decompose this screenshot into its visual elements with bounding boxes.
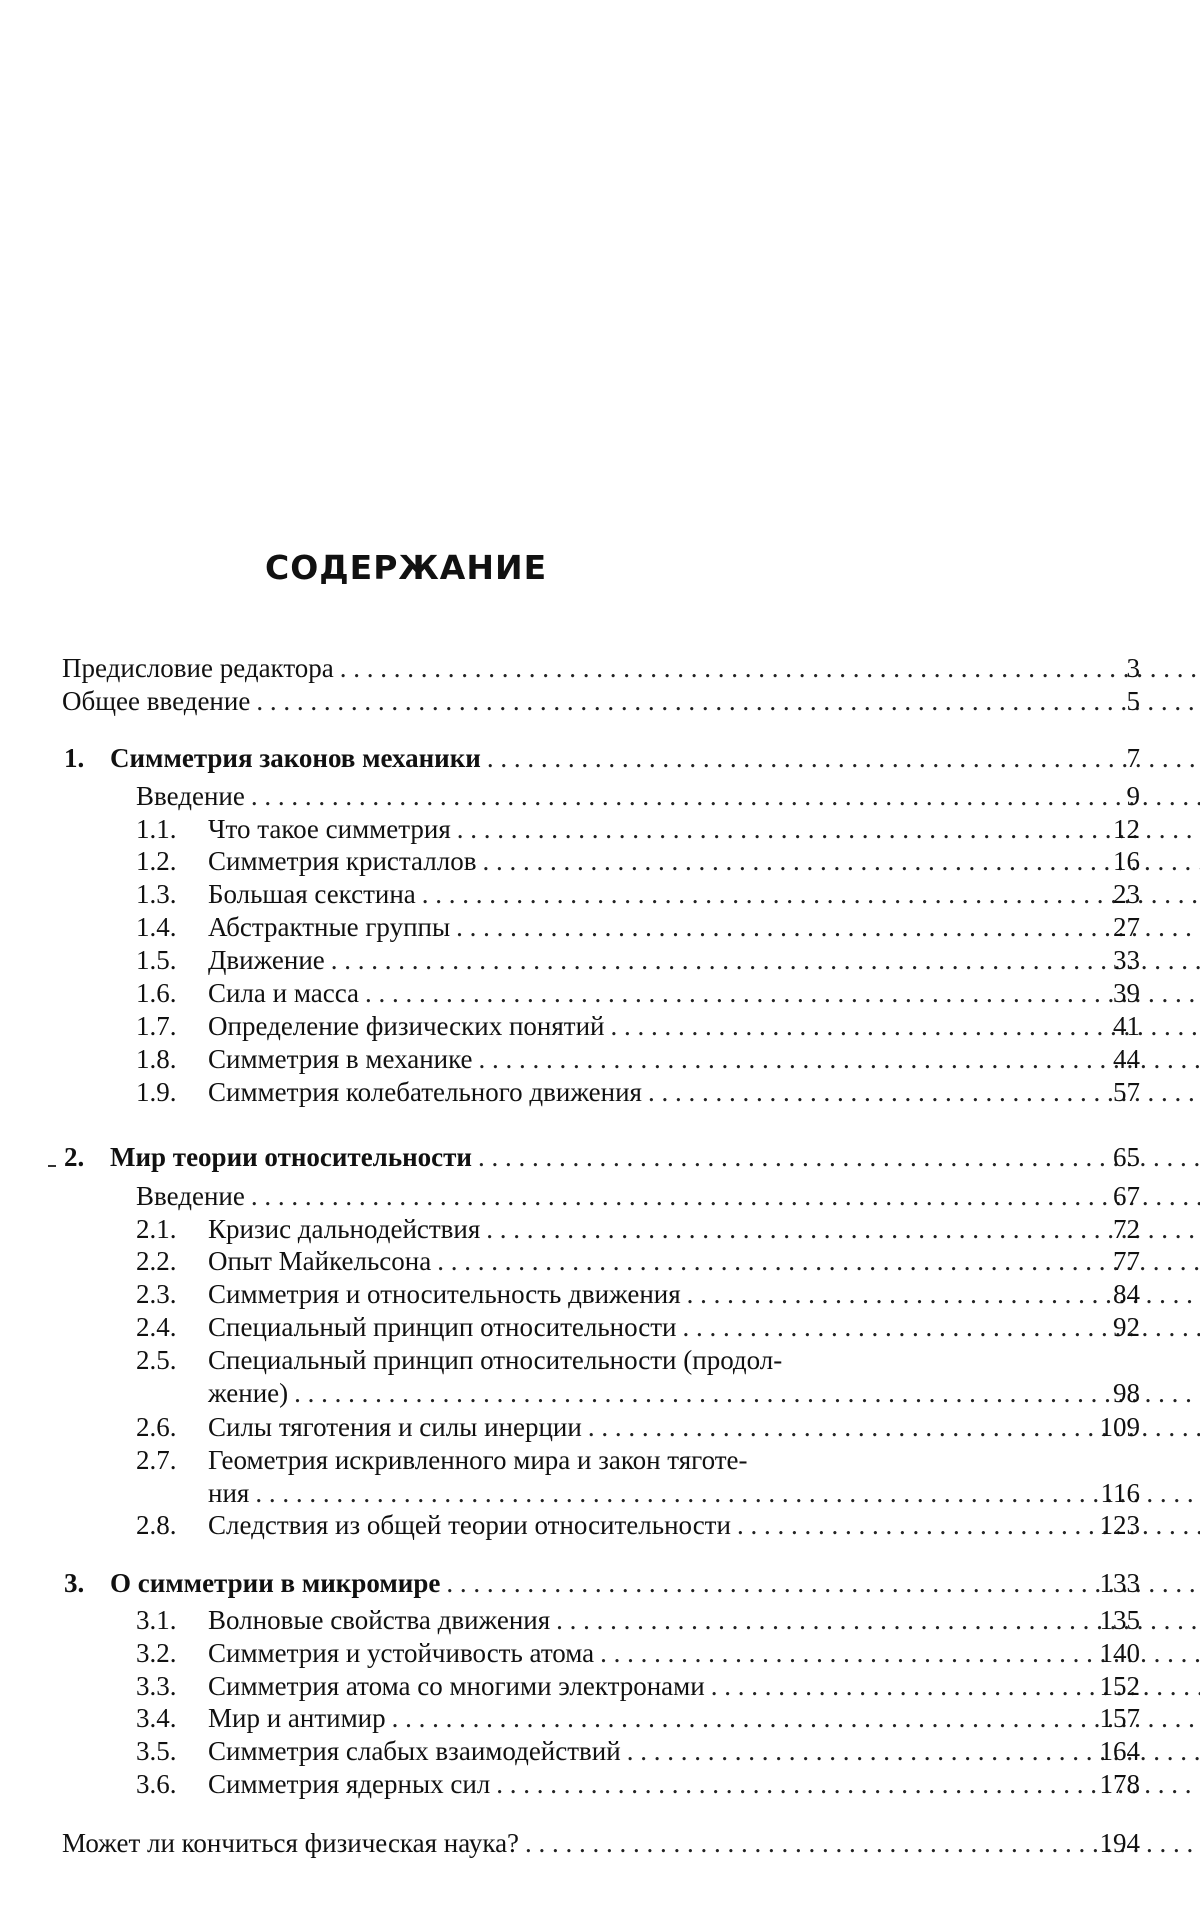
toc-entry-title-continued: жение) (208, 1378, 289, 1408)
toc-entry (136, 1702, 1140, 1734)
toc-entry-page: 98 (1113, 1378, 1140, 1408)
toc-entry-title: Симметрия кристаллов (208, 846, 477, 876)
toc-entry-page: 84 (1113, 1279, 1140, 1309)
toc-entry-page: 7 (1126, 743, 1140, 773)
toc-entry-title: Что такое симметрия (208, 814, 451, 844)
toc-entry-number: 2. (64, 1142, 85, 1172)
toc-entry (64, 742, 1140, 774)
toc-entry-page: 27 (1113, 912, 1140, 942)
toc-entry-title: Абстрактные группы (208, 912, 451, 942)
toc-entry (136, 911, 1140, 943)
toc-entry-number: 1.6. (136, 978, 177, 1008)
toc-entry (136, 1344, 1140, 1376)
toc-entry-title: Может ли кончиться физическая наука? (62, 1828, 520, 1858)
dot-leader (331, 944, 1200, 976)
toc-entry (136, 1043, 1140, 1075)
toc-entry (64, 1567, 1140, 1599)
toc-entry-title: Специальный принцип относительности (208, 1312, 677, 1342)
toc-entry-page: 65 (1113, 1142, 1140, 1172)
toc-entry (136, 1245, 1140, 1277)
toc-entry-title: Следствия из общей теории относительности (208, 1510, 731, 1540)
toc-entry-number: 3.4. (136, 1703, 177, 1733)
toc-entry-page: 39 (1113, 978, 1140, 1008)
toc-entry-title: Симметрия и относительность движения (208, 1279, 681, 1309)
toc-entry (62, 1827, 1140, 1859)
toc-entry-number: 1.4. (136, 912, 177, 942)
toc-entry-number: 2.1. (136, 1214, 177, 1244)
toc-entry-title: Симметрия в механике (208, 1044, 473, 1074)
print-mark (48, 1165, 56, 1167)
toc-entry-title-continued: ния (208, 1478, 250, 1508)
toc-entry-number: 3.2. (136, 1638, 177, 1668)
toc-entry-page: 157 (1099, 1703, 1140, 1733)
toc-entry-continuation (208, 1477, 1140, 1509)
toc-entry (136, 1444, 1140, 1476)
toc-entry-number: 1.2. (136, 846, 177, 876)
toc-entry (136, 1670, 1140, 1702)
toc-entry-title: Кризис дальнодействия (208, 1214, 481, 1244)
toc-entry-page: 57 (1113, 1077, 1140, 1107)
dot-leader (255, 1477, 1200, 1509)
toc-entry (64, 1141, 1140, 1173)
toc-entry-page: 152 (1099, 1671, 1140, 1701)
toc-entry (136, 1604, 1140, 1636)
toc-entry-number: 2.8. (136, 1510, 177, 1540)
toc-entry-page: 178 (1099, 1769, 1140, 1799)
toc-entry-number: 1.5. (136, 945, 177, 975)
toc-entry (136, 1076, 1140, 1108)
toc-entry-number: 1.7. (136, 1011, 177, 1041)
dot-leader (392, 1702, 1200, 1734)
toc-entry (136, 944, 1140, 976)
toc-entry (136, 977, 1140, 1009)
toc-entry (136, 1180, 1140, 1212)
toc-entry-page: 41 (1113, 1011, 1140, 1041)
page-title: СОДЕРЖАНИЕ (265, 548, 548, 587)
toc-entry-page: 123 (1099, 1510, 1140, 1540)
toc-entry (62, 652, 1140, 684)
toc-entry-title: Симметрия и устойчивость атома (208, 1638, 595, 1668)
toc-entry-title: Предисловие редактора (62, 653, 334, 683)
toc-entry-page: 133 (1099, 1568, 1140, 1598)
toc-entry-page: 44 (1113, 1044, 1140, 1074)
toc-entry-page: 33 (1113, 945, 1140, 975)
toc-entry-page: 5 (1126, 686, 1140, 716)
toc-entry-number: 3.5. (136, 1736, 177, 1766)
toc-entry-title: Опыт Майкельсона (208, 1246, 432, 1276)
toc-entry (136, 878, 1140, 910)
toc-entry-title: Мир и антимир (208, 1703, 386, 1733)
toc-entry-title: Симметрия колебательного движения (208, 1077, 642, 1107)
toc-entry (136, 1637, 1140, 1669)
toc-entry-page: 109 (1099, 1412, 1140, 1442)
toc-entry-number: 1.8. (136, 1044, 177, 1074)
dot-leader (251, 1180, 1200, 1212)
toc-entry-page: 194 (1099, 1828, 1140, 1858)
toc-entry-title: Большая секстина (208, 879, 416, 909)
toc-entry-title: Сила и масса (208, 978, 360, 1008)
toc-entry-page: 135 (1099, 1605, 1140, 1635)
toc-entry-title: Геометрия искривленного мира и закон тяготе- (208, 1445, 748, 1475)
toc-entry-number: 2.6. (136, 1412, 177, 1442)
toc-entry-title: Определение физических понятий (208, 1011, 605, 1041)
toc-entry (136, 1735, 1140, 1767)
toc-entry-number: 3.1. (136, 1605, 177, 1635)
dot-leader (365, 977, 1200, 1009)
toc-entry-page: 92 (1113, 1312, 1140, 1342)
toc-entry-number: 1.3. (136, 879, 177, 909)
toc-entry-title: Введение (136, 1181, 245, 1211)
toc-entry-page: 12 (1113, 814, 1140, 844)
toc-entry (136, 1213, 1140, 1245)
toc-entry-title: Специальный принцип относительности (продол- (208, 1345, 783, 1375)
dot-leader (294, 1377, 1200, 1409)
toc-entry-number: 1.1. (136, 814, 177, 844)
toc-entry-page: 116 (1100, 1478, 1140, 1508)
toc-entry-number: 2.4. (136, 1312, 177, 1342)
toc-entry-number: 3.6. (136, 1769, 177, 1799)
toc-entry (136, 1768, 1140, 1800)
toc-entry-number: 1.9. (136, 1077, 177, 1107)
toc-entry (136, 813, 1140, 845)
toc-entry-page: 72 (1113, 1214, 1140, 1244)
toc-entry-page: 16 (1113, 846, 1140, 876)
toc-entry-title: Симметрия атома со многими электронами (208, 1671, 705, 1701)
toc-entry-title: Симметрия слабых взаимодействий (208, 1736, 621, 1766)
toc-entry (136, 1311, 1140, 1343)
toc-entry (136, 1010, 1140, 1042)
toc-entry-title: Общее введение (62, 686, 251, 716)
toc-entry-page: 140 (1099, 1638, 1140, 1668)
toc-entry-title: Мир теории относительности (110, 1142, 472, 1172)
toc-entry-title: О симметрии в микромире (110, 1568, 441, 1598)
toc-entry (136, 845, 1140, 877)
toc-entry-page: 23 (1113, 879, 1140, 909)
toc-entry-page: 164 (1099, 1736, 1140, 1766)
toc-entry-page: 67 (1113, 1181, 1140, 1211)
toc-entry-number: 2.5. (136, 1345, 177, 1375)
toc-entry (136, 1278, 1140, 1310)
toc-entry-page: 3 (1126, 653, 1140, 683)
toc-entry-number: 2.2. (136, 1246, 177, 1276)
toc-entry-page: 77 (1113, 1246, 1140, 1276)
toc-entry-number: 1. (64, 743, 85, 773)
toc-entry-title: Симметрия ядерных сил (208, 1769, 491, 1799)
toc-entry (136, 780, 1140, 812)
toc-entry-title: Симметрия законов механики (110, 743, 481, 773)
toc-entry-continuation (208, 1377, 1140, 1409)
toc-entry (136, 1509, 1140, 1541)
toc-entry (136, 1411, 1140, 1443)
dot-leader (256, 685, 1200, 717)
toc-entry-number: 3.3. (136, 1671, 177, 1701)
toc-entry-title: Введение (136, 781, 245, 811)
toc-entry-number: 2.3. (136, 1279, 177, 1309)
toc-entry-number: 3. (64, 1568, 85, 1598)
toc-entry (62, 685, 1140, 717)
dot-leader (251, 780, 1200, 812)
toc-entry-number: 2.7. (136, 1445, 177, 1475)
toc-entry-title: Волновые свойства движения (208, 1605, 551, 1635)
toc-entry-title: Силы тяготения и силы инерции (208, 1412, 582, 1442)
dot-leader (340, 652, 1200, 684)
toc-entry-title: Движение (208, 945, 325, 975)
toc-entry-page: 9 (1126, 781, 1140, 811)
